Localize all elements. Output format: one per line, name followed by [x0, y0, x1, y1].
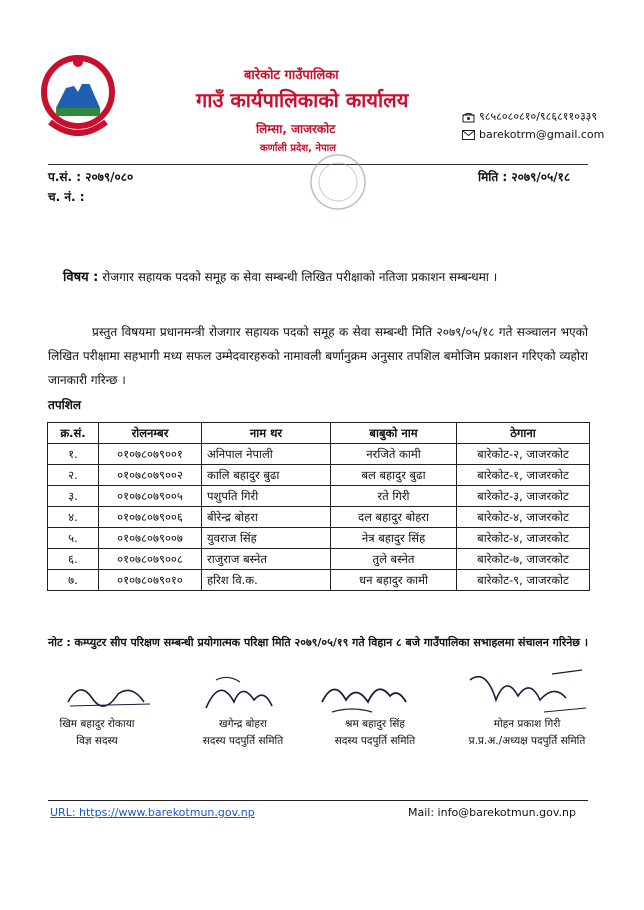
- dispatch-number: च. नं. :: [48, 190, 85, 204]
- letter-ref-number: प.सं. : २०७९/०८०: [48, 170, 134, 184]
- name-cell: हरिश वि.क.: [202, 570, 331, 591]
- father-cell: धन बहादुर कामी: [331, 570, 457, 591]
- phone-icon: [462, 112, 475, 123]
- details-heading: तपशिल: [48, 398, 82, 412]
- office-name: गाउँ कार्यपालिकाको कार्यालय: [196, 88, 409, 112]
- exam-note: नोट : कम्प्युटर सीप परिक्षण सम्बन्धी प्रयोगात्मक परिक्षा मिति २०७९/०५/१९ गते विहान ८ बजे गाउँपालिका सभाहलमा संचालन गरिनेछ ।: [48, 636, 589, 649]
- signatory-role: सदस्य पदपुर्ति समिति: [202, 735, 284, 747]
- signatory-name: मोहन प्रकाश गिरी: [493, 718, 561, 730]
- signature-2: [176, 672, 316, 716]
- subject-line: [63, 267, 497, 285]
- address-cell: बारेकोट-४, जाजरकोट: [457, 528, 590, 549]
- col-father-name: बाबुको नाम: [331, 423, 457, 444]
- father-cell: तुले बस्नेत: [331, 549, 457, 570]
- table-row: [48, 507, 590, 528]
- serial-cell: ६.: [48, 549, 99, 570]
- signatory-name: खिम बहादुर रोकाया: [59, 718, 135, 730]
- table-row: [48, 486, 590, 507]
- serial-cell: ५.: [48, 528, 99, 549]
- subject-label: विषय :: [63, 270, 99, 285]
- serial-cell: २.: [48, 465, 99, 486]
- table-header-row: [48, 423, 590, 444]
- col-roll-number: रोलनम्बर: [99, 423, 202, 444]
- email-address: barekotrm@gmail.com: [479, 128, 605, 141]
- name-cell: बीरेन्द्र बोहरा: [202, 507, 331, 528]
- table-row: [48, 444, 590, 465]
- website-link[interactable]: URL: https://www.barekotmun.gov.np: [50, 806, 255, 819]
- col-name: नाम थर: [202, 423, 331, 444]
- table-row: [48, 465, 590, 486]
- table-row: [48, 570, 590, 591]
- father-cell: दल बहादुर बोहरा: [331, 507, 457, 528]
- table-row: [48, 528, 590, 549]
- father-cell: बल बहादुर बुढा: [331, 465, 457, 486]
- signatory-role: विज्ञ सदस्य: [76, 735, 118, 747]
- address-cell: बारेकोट-४, जाजरकोट: [457, 507, 590, 528]
- signatory-3: [300, 716, 450, 750]
- serial-cell: ४.: [48, 507, 99, 528]
- signatory-role: सदस्य पदपुर्ति समिति: [334, 735, 416, 747]
- roll-cell: ०१०७८०७९००७: [99, 528, 202, 549]
- municipality-name: बारेकोट गाउँपालिका: [244, 68, 339, 83]
- roll-cell: ०१०७८०७९००२: [99, 465, 202, 486]
- father-cell: नेत्र बहादुर सिंह: [331, 528, 457, 549]
- phone-number: ९८५८०८०८१०/९८६८११०३३९: [479, 110, 598, 123]
- address-cell: बारेकोट-१, जाजरकोट: [457, 465, 590, 486]
- serial-cell: ३.: [48, 486, 99, 507]
- roll-cell: ०१०७८०७९००६: [99, 507, 202, 528]
- contact-block: [462, 108, 604, 144]
- name-cell: युवराज सिंह: [202, 528, 331, 549]
- col-address: ठेगाना: [457, 423, 590, 444]
- address-cell: बारेकोट-२, जाजरकोट: [457, 444, 590, 465]
- address-cell: बारेकोट-७, जाजरकोट: [457, 549, 590, 570]
- address-cell: बारेकोट-९, जाजरकोट: [457, 570, 590, 591]
- address-cell: बारेकोट-३, जाजरकोट: [457, 486, 590, 507]
- signatory-name: खगेन्द्र बोहरा: [219, 718, 267, 730]
- father-cell: नरजिते कामी: [331, 444, 457, 465]
- mail-icon: [462, 130, 475, 140]
- subject-text: रोजगार सहायक पदको समूह क सेवा सम्बन्धी लिखित परीक्षाको नतिजा प्रकाशन सम्बन्धमा ।: [102, 270, 498, 284]
- province-country: कर्णाली प्रदेश, नेपाल: [260, 143, 337, 154]
- nepal-emblem-icon: [36, 52, 120, 148]
- signatory-name: श्रम बहादुर सिंह: [345, 718, 405, 730]
- name-cell: कालि बहादुर बुढा: [202, 465, 331, 486]
- father-cell: रते गिरी: [331, 486, 457, 507]
- col-serial: क्र.सं.: [48, 423, 99, 444]
- serial-cell: ७.: [48, 570, 99, 591]
- footer-email: Mail: info@barekotmun.gov.np: [408, 806, 576, 819]
- name-cell: राजुराज बस्नेत: [202, 549, 331, 570]
- body-paragraph: प्रस्तुत विषयमा प्रधानमन्त्री रोजगार सहायक पदको समूह क सेवा सम्बन्धी मिति २०७९/०५/१८ गते सञ्चालन भएको लिखित परीक्षामा सहभागी मध्य सफल उम्मेदवारहरुको नामावली बर्णानुक्रम अनुसार तपशिल बमोजिम प्रकाशन गरिएको व्यहोरा जानकारी गरिन्छ ।: [48, 325, 588, 387]
- table-row: [48, 549, 590, 570]
- signature-4: [456, 660, 596, 716]
- letter-date: मिति : २०७९/०५/१८: [478, 170, 571, 184]
- footer-divider: [48, 800, 588, 801]
- results-table: [47, 422, 590, 591]
- signature-3: [312, 672, 452, 716]
- roll-cell: ०१०७८०७९००१: [99, 444, 202, 465]
- signatory-2: [168, 716, 318, 750]
- office-stamp-icon: [296, 152, 380, 212]
- signatory-4: [432, 716, 622, 750]
- signature-1: [40, 672, 180, 716]
- signatory-1: [22, 716, 172, 750]
- roll-cell: ०१०७८०७९००८: [99, 549, 202, 570]
- office-address: लिम्सा, जाजरकोट: [256, 122, 336, 136]
- serial-cell: १.: [48, 444, 99, 465]
- roll-cell: ०१०७८०७९००५: [99, 486, 202, 507]
- name-cell: पशुपति गिरी: [202, 486, 331, 507]
- roll-cell: ०१०७८०७९०१०: [99, 570, 202, 591]
- name-cell: अनिपाल नेपाली: [202, 444, 331, 465]
- signatory-role: प्र.प्र.अ./अध्यक्ष पदपुर्ति समिति: [468, 735, 586, 747]
